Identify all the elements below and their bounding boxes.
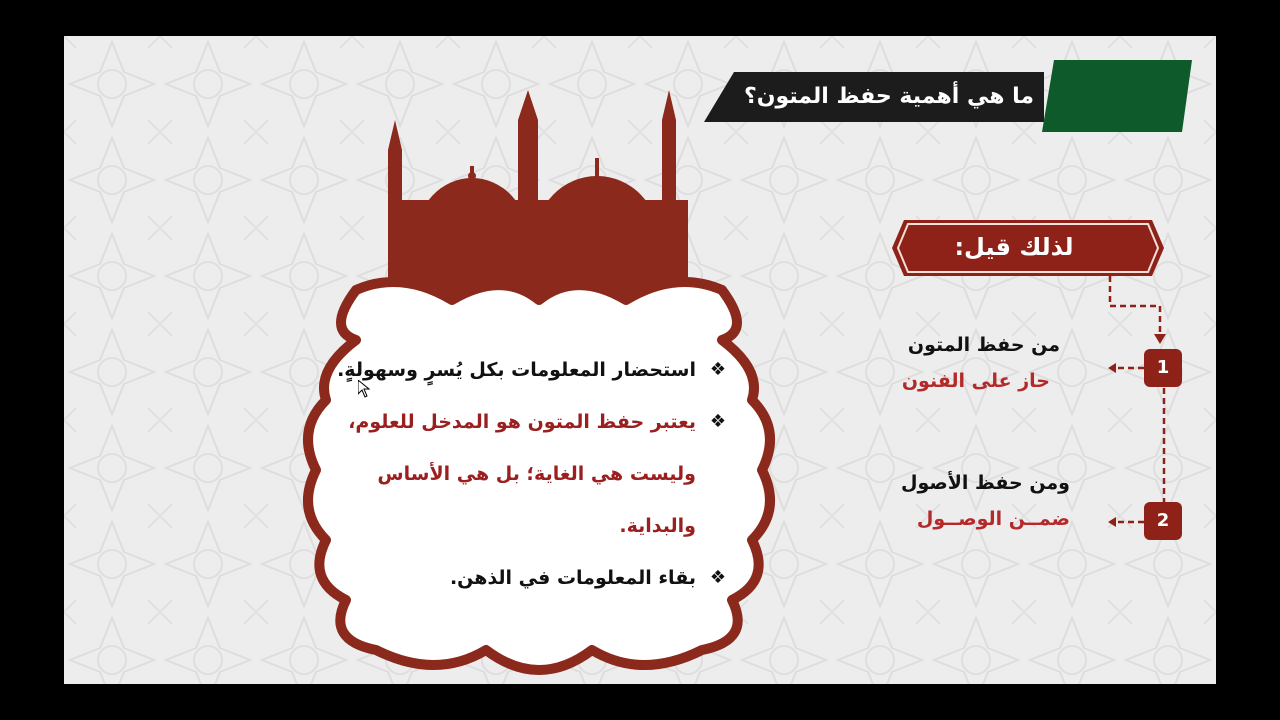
bullet-item: ❖ بقاء المعلومات في الذهن. — [314, 552, 726, 604]
mouse-cursor-icon — [358, 380, 370, 398]
verse-line: ومن حفظ الأصول — [900, 472, 1070, 494]
page-title: ما هي أهمية حفظ المتون؟ — [743, 84, 1034, 109]
verse-line: من حفظ المتون — [907, 334, 1060, 356]
diamond-bullet-icon: ❖ — [709, 359, 726, 380]
number-badge-2: 2 — [1144, 502, 1182, 540]
bullet-continuation: وليست هي الغاية؛ بل هي الأساس — [377, 463, 696, 485]
verse-line-highlight: ضمــن الوصــول — [916, 508, 1070, 530]
diamond-bullet-icon: ❖ — [709, 567, 726, 588]
ribbon-label: لذلك قيل: — [954, 233, 1074, 261]
bullet-item: ❖ يعتبر حفظ المتون هو المدخل للعلوم، — [314, 396, 726, 448]
bullet-list — [314, 344, 726, 604]
green-tab-shape — [1042, 60, 1192, 132]
bullet-item: ❖ استحضار المعلومات بكل يُسرٍ وسهولةٍ. — [314, 344, 726, 396]
verse-line-highlight: حاز على الفنون — [901, 370, 1050, 392]
number-badge-1: 1 — [1144, 349, 1182, 387]
bullet-continuation: والبداية. — [619, 515, 696, 537]
diamond-bullet-icon: ❖ — [709, 411, 726, 432]
slide — [64, 36, 1216, 684]
